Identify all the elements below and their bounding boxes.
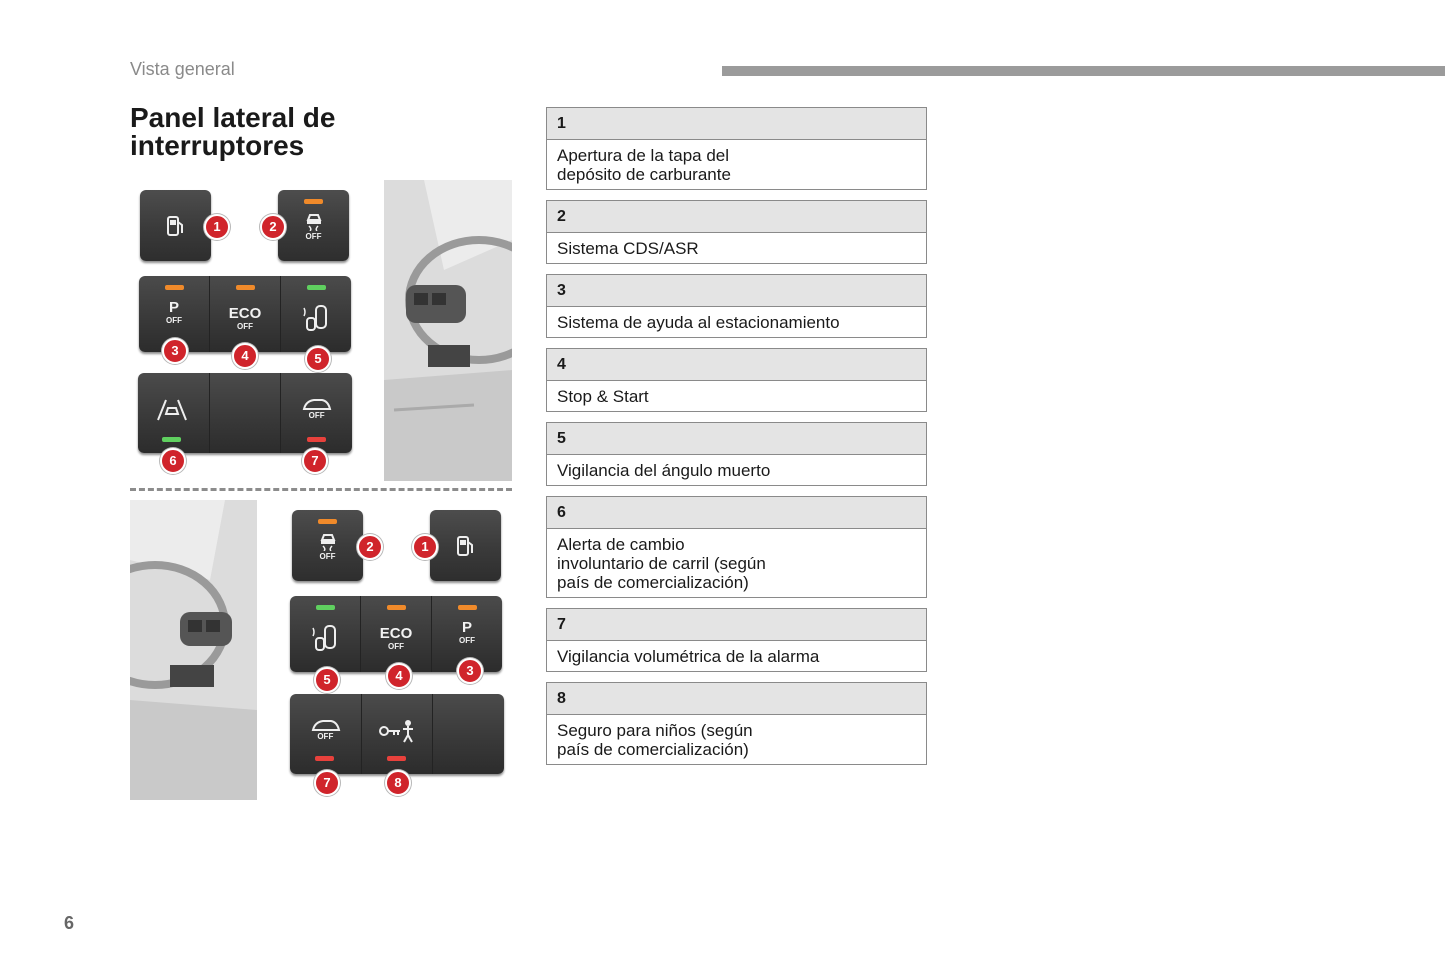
legend-entry (546, 682, 927, 765)
status-led-green (316, 605, 335, 610)
callout-badge-1: 1 (204, 214, 230, 240)
off-label: OFF (237, 322, 253, 331)
fuel-flap-switch (140, 190, 211, 261)
status-led-orange (458, 605, 477, 610)
legend-number: 3 (547, 275, 926, 307)
page-title-line-2: interruptores (130, 130, 305, 161)
dashboard-illustration (130, 500, 257, 800)
off-label: OFF (319, 552, 336, 561)
page-title-line-1: Panel lateral de (130, 102, 336, 133)
status-led-orange (165, 285, 184, 290)
status-led-orange (304, 199, 323, 204)
alarm-car-icon (311, 718, 341, 732)
status-led-orange (236, 285, 255, 290)
stop-start-switch (361, 596, 432, 672)
car-interior-photo-rhd (130, 500, 257, 800)
car-interior-photo-lhd (384, 180, 512, 481)
switch-panel-7-8 (290, 694, 504, 774)
eco-label: ECO (228, 305, 262, 322)
off-label: OFF (388, 642, 404, 651)
legend-entry (546, 608, 927, 672)
status-led-orange (318, 519, 337, 524)
legend-entry (546, 348, 927, 412)
status-led-red (307, 437, 326, 442)
switch-panel-6-7 (138, 373, 352, 453)
blind-spot-icon (312, 624, 338, 654)
callout-badge-4: 4 (386, 663, 412, 689)
callout-badge-8: 8 (385, 770, 411, 796)
callout-badge-7: 7 (314, 770, 340, 796)
section-divider (130, 488, 512, 491)
fuel-pump-icon (454, 534, 476, 558)
legend-entry (546, 274, 927, 338)
park-label: P (168, 299, 179, 316)
status-led-red (387, 756, 406, 761)
skid-car-icon (304, 211, 324, 231)
alarm-volumetric-switch (290, 694, 362, 774)
fuel-pump-icon (164, 214, 186, 238)
legend-entry (546, 422, 927, 486)
status-led-orange (387, 605, 406, 610)
legend-number: 6 (547, 497, 926, 529)
blank-switch (433, 694, 504, 774)
park-label: P (461, 619, 472, 636)
legend-entry (546, 200, 927, 264)
off-label: OFF (305, 232, 322, 241)
legend-number: 2 (547, 201, 926, 233)
off-label: OFF (317, 732, 334, 741)
callout-badge-5: 5 (314, 667, 340, 693)
legend-description: Sistema CDS/ASR (557, 239, 699, 258)
legend-entry (546, 496, 927, 598)
alarm-volumetric-switch (281, 373, 352, 453)
legend-description: Stop & Start (557, 387, 649, 406)
fuel-flap-switch (430, 510, 501, 581)
callout-badge-4: 4 (232, 343, 258, 369)
header-bar (722, 66, 1445, 76)
legend-number: 8 (547, 683, 926, 715)
cds-asr-switch (292, 510, 363, 581)
legend-number: 4 (547, 349, 926, 381)
callout-badge-6: 6 (160, 448, 186, 474)
stop-start-switch (210, 276, 281, 352)
section-label: Vista general (130, 59, 235, 79)
legend-description: Vigilancia del ángulo muerto (557, 461, 771, 480)
page-number: 6 (64, 913, 75, 933)
legend-description: Seguro para niños (según país de comercialización) (557, 721, 753, 759)
legend-description: Vigilancia volumétrica de la alarma (557, 647, 820, 666)
legend-number: 5 (547, 423, 926, 455)
callout-badge-2: 2 (260, 214, 286, 240)
legend-entry (546, 107, 927, 190)
callout-badge-3: 3 (457, 658, 483, 684)
blind-spot-icon (303, 304, 329, 334)
status-led-green (162, 437, 181, 442)
callout-badge-5: 5 (305, 346, 331, 372)
status-led-red (315, 756, 334, 761)
lane-departure-switch (138, 373, 210, 453)
off-label: OFF (459, 636, 475, 645)
off-label: OFF (308, 411, 325, 420)
alarm-car-icon (302, 397, 332, 411)
cds-asr-switch (278, 190, 349, 261)
callout-badge-2: 2 (357, 534, 383, 560)
blind-spot-switch (281, 276, 351, 352)
page-title (130, 104, 390, 160)
status-led-green (307, 285, 326, 290)
callout-badge-3: 3 (162, 338, 188, 364)
child-lock-icon (378, 718, 418, 744)
eco-label: ECO (379, 625, 413, 642)
callout-badge-7: 7 (302, 448, 328, 474)
dashboard-illustration (384, 180, 512, 481)
legend-description: Sistema de ayuda al estacionamiento (557, 313, 840, 332)
blank-switch (210, 373, 282, 453)
lane-car-icon (156, 398, 188, 422)
callout-badge-1: 1 (412, 534, 438, 560)
legend-number: 1 (547, 108, 926, 140)
legend-description: Apertura de la tapa del depósito de carburante (557, 146, 731, 184)
child-lock-switch (362, 694, 434, 774)
off-label: OFF (166, 316, 182, 325)
legend-number: 7 (547, 609, 926, 641)
legend-description: Alerta de cambio involuntario de carril (según país de comercialización) (557, 535, 766, 592)
blind-spot-switch (290, 596, 361, 672)
skid-car-icon (318, 531, 338, 551)
